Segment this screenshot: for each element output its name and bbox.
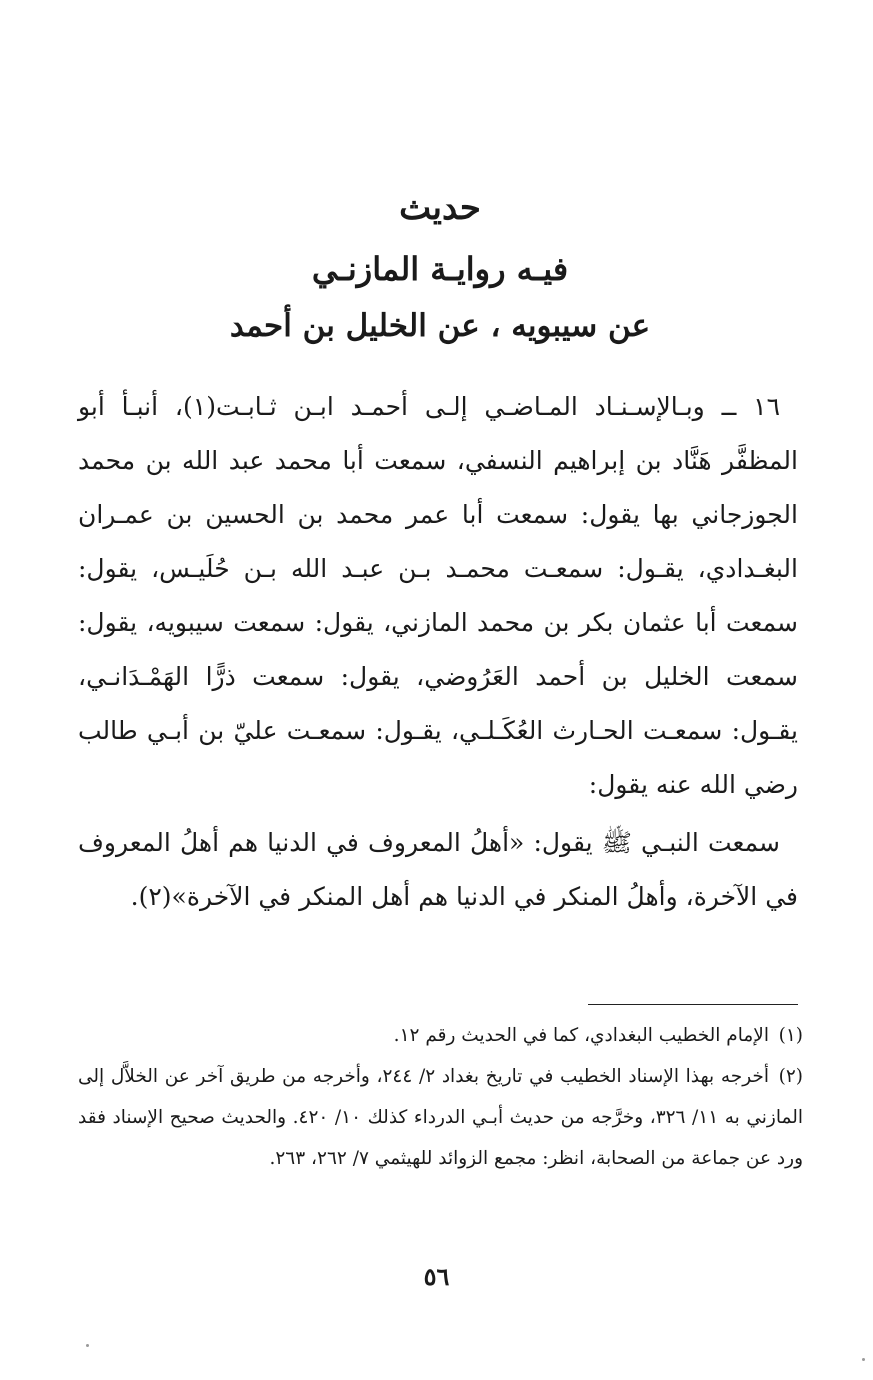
matn-text: سمعت النبـي ﷺ يقول: «أهلُ المعروف في الدنيا هم أهلُ المعروف في الآخرة، وأهلُ المنكر في الدنيا هم أهل المنكر في الآخرة»(٢). <box>78 828 798 911</box>
footnote-text: أخرجه بهذا الإسناد الخطيب في تاريخ بغداد ٢/ ٢٤٤، وأخرجه من طريق آخر عن الخلاَّل إلى المازني به ١١/ ٣٢٦، وخرَّجه من حديث أبـي الدرداء كذلك ١٠/ ٤٢٠. والحديث صحيح الإسناد فقد ورد عن جماعة من الصحابة، انظر: مجمع الزوائد للهيثمي ٧/ ٢٦٢، ٢٦٣. <box>78 1066 803 1169</box>
scan-speck <box>862 1358 865 1361</box>
scan-speck <box>86 1344 89 1347</box>
hadith-title: حديث <box>399 188 481 228</box>
footnote-item <box>78 1015 803 1056</box>
page-number: ٥٦ <box>423 1262 450 1291</box>
isnad-text: ١٦ ــ وبـالإسـنـاد المـاضـي إلـى أحمـد ابـن ثـابـت(١)، أنبـأ أبو المظفَّر هَنَّاد بن إبراهيم النسفي، سمعت أبا محمد عبد الله بن محمد الجوزجاني بها يقول: سمعت أبا عمر محمد بن الحسين بن عمـران البغـدادي، يقـول: سمعـت محمـد بـن عبـد الله بـن حُلَيـس، يقول: سمعت أبا عثمان بكر بن محمد المازني، يقول: سمعت سيبويه، يقول: سمعت الخليل بن أحمد العَرُوضي، يقول: سمعت ذرًّا الهَمْـدَانـي، يقـول: سمعـت الحـارث العُكَـلـي، يقـول: سمعـت عليّ بن أبـي طالب رضي الله عنه يقول: <box>78 392 798 799</box>
hadith-subtitle-narration: فيـه روايـة المازنـي <box>311 250 569 288</box>
footnote-item <box>78 1056 803 1179</box>
hadith-subtitle-chain: عن سيبويه ، عن الخليل بن أحمد <box>229 308 651 344</box>
hadith-matn-paragraph <box>78 816 798 924</box>
footnote-text: الإمام الخطيب البغدادي، كما في الحديث رقم ١٢. <box>393 1025 769 1046</box>
footnote-separator <box>588 1004 798 1005</box>
hadith-isnad-paragraph <box>78 380 798 812</box>
footnote-number: (١) <box>778 1025 803 1046</box>
footnote-number: (٢) <box>778 1066 803 1087</box>
